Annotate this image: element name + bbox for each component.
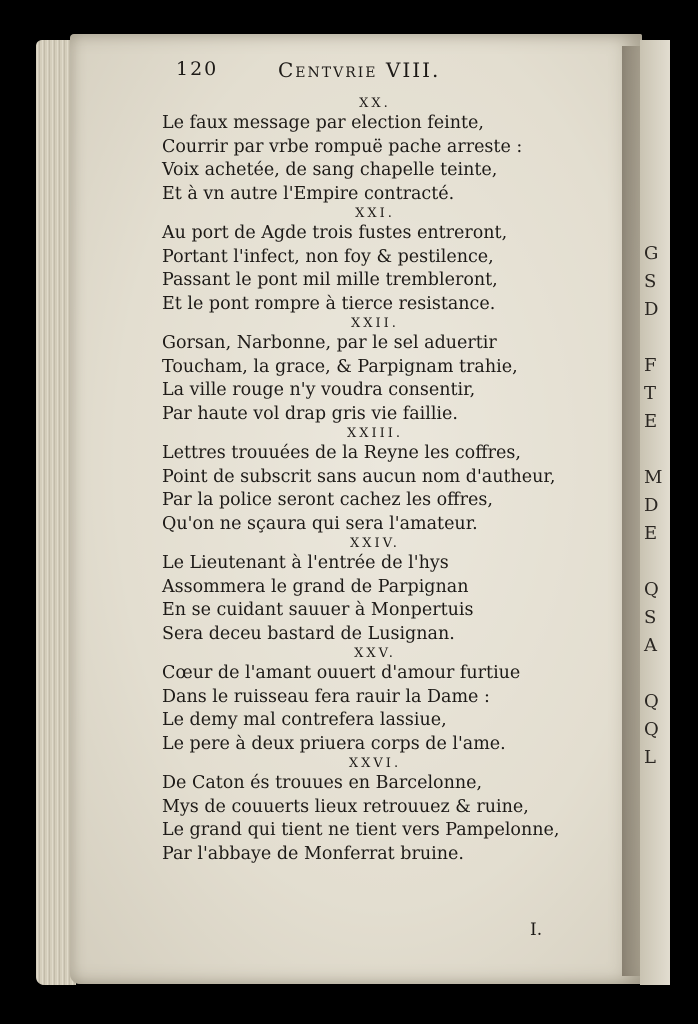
quatrain-number: XX. <box>359 96 391 111</box>
verse-line: Assommera le grand de Parpignan <box>162 576 469 597</box>
verse-line: Point de subscrit sans aucun nom d'autheur, <box>162 466 556 487</box>
verse-line: La ville rouge n'y voudra consentir, <box>162 380 476 400</box>
verse-line: Au port de Agde trois fustes entreront, <box>162 223 508 243</box>
verse-line: Sera deceu bastard de Lusignan. <box>162 623 455 644</box>
verse-line: De Caton és trouues en Barcelonne, <box>162 773 483 793</box>
quatrain <box>150 96 560 206</box>
verse-line: Passant le pont mil mille trembleront, <box>162 270 498 290</box>
verse-line: Mys de couuerts lieux retrouuez & ruine, <box>162 796 529 817</box>
verse-line: Portant l'infect, non foy & pestilence, <box>162 246 494 267</box>
verse-line: Dans le ruisseau fera rauir la Dame : <box>162 686 490 707</box>
quatrain-number: XXI. <box>355 206 395 221</box>
quatrain-number: XXIV. <box>350 536 400 551</box>
facing-page <box>640 40 670 985</box>
quatrain-number: XXV. <box>354 646 396 661</box>
verse-line: Cœur de l'amant ouuert d'amour furtiue <box>162 663 521 683</box>
quatrain <box>150 316 560 426</box>
page-number: 120 <box>176 58 219 80</box>
quatrain <box>150 756 560 866</box>
catchword: I. <box>530 920 543 940</box>
running-head: Centvrie VIII. <box>278 58 441 82</box>
quatrain-number: XXII. <box>351 316 399 331</box>
verse-line: Le demy mal contrefera lassiue, <box>162 710 447 730</box>
quatrain <box>150 536 560 646</box>
quatrain-number: XXVI. <box>348 756 402 771</box>
verse-line: Et le pont rompre à tierce resistance. <box>162 293 496 314</box>
verse-line: Voix achetée, de sang chapelle teinte, <box>162 160 498 180</box>
verse-line: Qu'on ne sçaura qui sera l'amateur. <box>162 513 478 534</box>
verse-line: Toucham, la grace, & Parpignam trahie, <box>162 356 518 377</box>
verse-line: Gorsan, Narbonne, par le sel aduertir <box>162 333 497 353</box>
verse-line: Le grand qui tient ne tient vers Pampelonne, <box>162 820 560 840</box>
verse-line: Le pere à deux priuera corps de l'ame. <box>162 733 506 754</box>
verse-line: Le Lieutenant à l'entrée de l'hys <box>162 553 449 573</box>
quatrain <box>150 426 560 536</box>
verse-line: Et à vn autre l'Empire contracté. <box>162 183 455 204</box>
facing-page-letters: G S D F T E M D E Q S A Q Q L <box>644 243 663 768</box>
verse-line: Par haute vol drap gris vie faillie. <box>162 403 458 424</box>
quatrain-number: XXIII. <box>346 426 404 441</box>
verse-line: En se cuidant sauuer à Monpertuis <box>162 600 474 620</box>
verse-line: Courrir par vrbe rompuë pache arreste : <box>162 136 523 157</box>
quatrain-list <box>150 96 560 866</box>
verse-line: Par l'abbaye de Monferrat bruine. <box>162 843 464 864</box>
quatrain <box>150 206 560 316</box>
verse-line: Le faux message par election feinte, <box>162 113 484 133</box>
quatrain <box>150 646 560 756</box>
verse-line: Par la police seront cachez les offres, <box>162 490 493 510</box>
verse-line: Lettres trouuées de la Reyne les coffres, <box>162 443 521 463</box>
page-content <box>150 58 560 866</box>
page-header <box>150 58 560 96</box>
